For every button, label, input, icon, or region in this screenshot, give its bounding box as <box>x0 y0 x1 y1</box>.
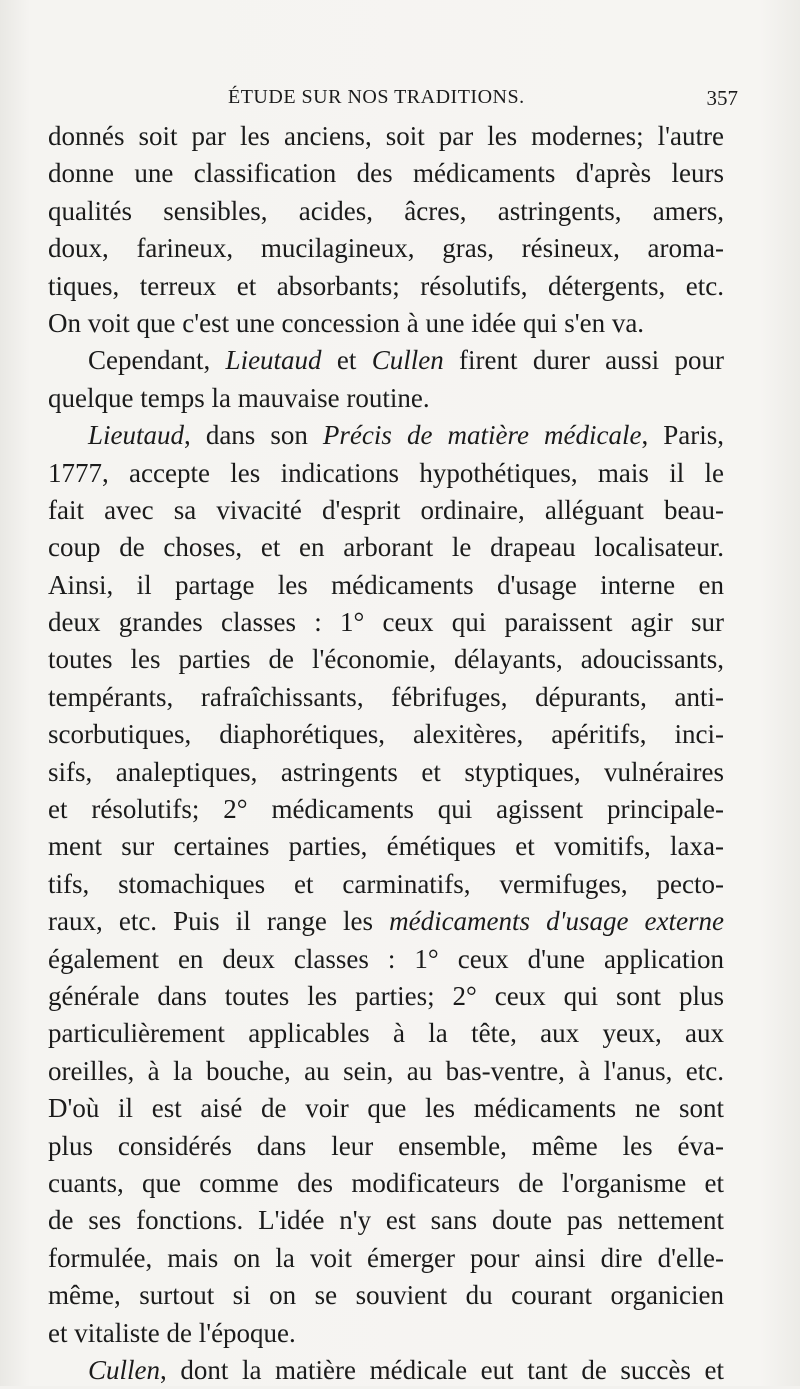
page-number: 357 <box>706 86 738 110</box>
italic-text: Cullen <box>371 345 444 376</box>
text-line: ment sur certaines parties, émétiques et vomitifs, laxa- <box>48 831 724 862</box>
italic-text: médicaments d'usage externe <box>389 906 724 937</box>
text-line: et résolutifs; 2° médicaments qui agissent principale- <box>48 794 724 825</box>
text-line: coup de choses, et en arborant le drapeau localisateur. <box>48 532 724 563</box>
text-line: tempérants, rafraîchissants, fébrifuges, dépurants, anti- <box>48 681 724 712</box>
text-span: , Paris, <box>641 420 725 451</box>
text-line: également en deux classes : 1° ceux d'une application <box>48 943 724 974</box>
text-line: doux, farineux, mucilagineux, gras, résineux, aroma- <box>48 233 724 264</box>
text-span: et <box>321 345 372 376</box>
text-span: firent durer aussi pour <box>443 345 724 376</box>
text-line: deux grandes classes : 1° ceux qui paraissent agir sur <box>48 607 724 638</box>
text-line: même, surtout si on se souvient du courant organicien <box>48 1280 724 1311</box>
text-line: D'où il est aisé de voir que les médicaments ne sont <box>48 1093 724 1124</box>
italic-text: Précis de matière médicale <box>322 420 642 451</box>
text-line: tiques, terreux et absorbants; résolutifs, détergents, etc. <box>48 270 724 301</box>
text-line: formulée, mais on la voit émerger pour ainsi dire d'elle- <box>48 1242 724 1273</box>
text-line <box>48 417 724 454</box>
text-line <box>48 342 724 379</box>
body-text <box>48 118 724 1389</box>
italic-text: Cullen <box>88 1354 160 1385</box>
text-line: donnés soit par les anciens, soit par les modernes; l'autre <box>48 121 724 151</box>
text-span: raux, etc. Puis il range les <box>48 906 390 937</box>
text-line: scorbutiques, diaphorétiques, alexitères, apéritifs, inci- <box>48 719 724 750</box>
text-line: cuants, que comme des modificateurs de l'organisme et <box>48 1167 724 1198</box>
text-line <box>48 903 724 940</box>
text-span: Cependant, <box>88 345 226 376</box>
text-line: plus considérés dans leur ensemble, même les éva- <box>48 1130 724 1161</box>
text-line: tifs, stomachiques et carminatifs, vermifuges, pecto- <box>48 868 724 899</box>
italic-text: Lieutaud <box>225 345 322 376</box>
text-line: Ainsi, il partage les médicaments d'usage interne en <box>48 569 724 600</box>
text-line <box>48 1352 724 1389</box>
text-line: donne une classification des médicaments d'après leurs <box>48 158 724 189</box>
text-line: qualités sensibles, acides, âcres, astringents, amers, <box>48 195 724 226</box>
text-line: quelque temps la mauvaise routine. <box>48 382 430 413</box>
text-line: de ses fonctions. L'idée n'y est sans doute pas nettement <box>48 1205 724 1236</box>
text-line: générale dans toutes les parties; 2° ceux qui sont plus <box>48 980 724 1011</box>
text-line: et vitaliste de l'époque. <box>48 1317 296 1348</box>
text-span: , dont la matière médicale eut tant de succès et <box>160 1354 724 1385</box>
text-line: On voit que c'est une concession à une idée qui s'en va. <box>48 307 645 338</box>
running-title: ÉTUDE SUR NOS TRADITIONS. <box>228 86 525 108</box>
text-line: sifs, analeptiques, astringents et styptiques, vulnéraires <box>48 756 724 787</box>
text-line: 1777, accepte les indications hypothétiques, mais il le <box>48 457 724 488</box>
text-line: fait avec sa vivacité d'esprit ordinaire, alléguant beau- <box>48 494 724 525</box>
text-line: oreilles, à la bouche, au sein, au bas-ventre, à l'anus, etc. <box>48 1055 724 1086</box>
text-line: particulièrement applicables à la tête, aux yeux, aux <box>48 1018 724 1049</box>
text-span: , dans son <box>184 420 323 451</box>
page-header <box>48 86 738 116</box>
italic-text: Lieutaud <box>88 420 185 451</box>
text-line: toutes les parties de l'économie, délayants, adoucissants, <box>48 644 724 675</box>
